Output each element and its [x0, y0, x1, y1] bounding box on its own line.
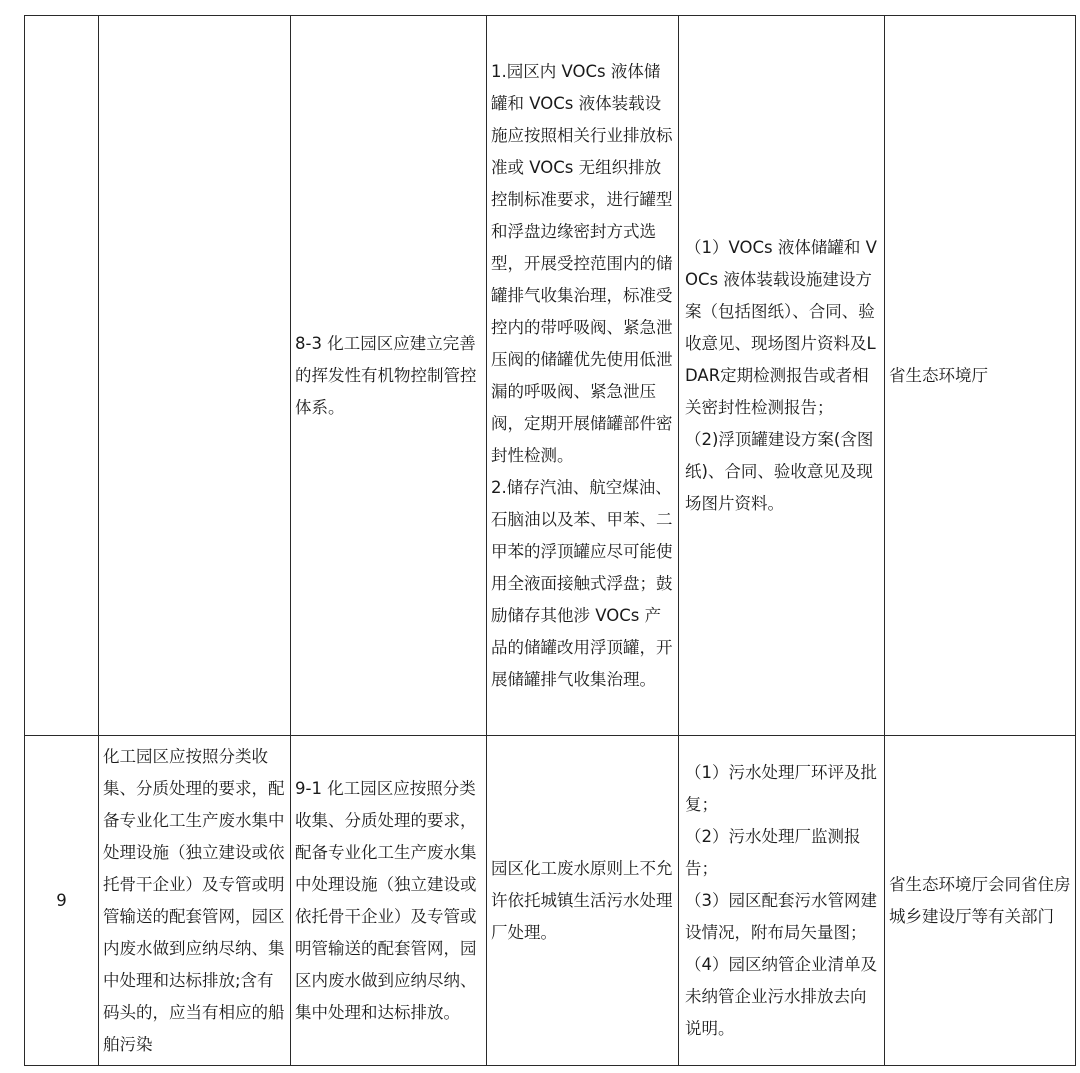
row-number-cell: 9: [25, 736, 99, 1066]
requirement-cell: 化工园区应按照分类收集、分质处理的要求，配备专业化工生产废水集中处理设施（独立建设或依托骨干企业）及专管或明管输送的配套管网，园区内废水做到应纳尽纳、集中处理和达标排放;含有码头的，应当有相应的船舶污染: [99, 736, 291, 1066]
table-row: [25, 736, 1076, 1066]
material-item: （2)浮顶罐建设方案(含图纸)、合同、验收意见及现场图片资料。: [685, 429, 874, 513]
criteria-paragraph: 1.园区内 VOCs 液体储罐和 VOCs 液体装载设施应按照相关行业排放标准或 VOCs 无组织排放控制标准要求，进行罐型和浮盘边缘密封方式选型，开展受控范围内的储罐排气收集治理，标准受控内的带呼吸阀、紧急泄压阀的储罐优先使用低泄漏的呼吸阀、紧急泄压阀，定期开展储罐部件密封性检测。: [491, 61, 673, 465]
standards-table: [24, 15, 1076, 1066]
criteria-cell: [487, 736, 679, 1066]
material-item: （1）污水处理厂环评及批复；: [685, 762, 877, 814]
material-item: （4）园区纳管企业清单及未纳管企业污水排放去向说明。: [685, 954, 877, 1038]
material-item: （3）园区配套污水管网建设情况，附布局矢量图；: [685, 890, 877, 942]
department-cell: 省生态环境厅: [885, 16, 1076, 736]
table-row: [25, 16, 1076, 736]
materials-cell: [679, 16, 885, 736]
sub-requirement-cell: 8-3 化工园区应建立完善的挥发性有机物控制管控体系。: [291, 16, 487, 736]
sub-requirement-cell: 9-1 化工园区应按照分类收集、分质处理的要求，配备专业化工生产废水集中处理设施（独立建设或依托骨干企业）及专管或明管输送的配套管网，园区内废水做到应纳尽纳、集中处理和达标排放。: [291, 736, 487, 1066]
row-number-cell: [25, 16, 99, 736]
criteria-cell: [487, 16, 679, 736]
material-item: （2）污水处理厂监测报告；: [685, 826, 861, 878]
material-item: （1）VOCs 液体储罐和 VOCs 液体装载设施建设方案（包括图纸）、合同、验收意见、现场图片资料及LDAR定期检测报告或者相关密封性检测报告；: [685, 237, 877, 417]
materials-cell: [679, 736, 885, 1066]
criteria-paragraph: 2.储存汽油、航空煤油、石脑油以及苯、甲苯、二甲苯的浮顶罐应尽可能使用全液面接触式浮盘；鼓励储存其他涉 VOCs 产品的储罐改用浮顶罐，开展储罐排气收集治理。: [491, 477, 673, 689]
department-cell: 省生态环境厅会同省住房城乡建设厅等有关部门: [885, 736, 1076, 1066]
requirement-cell: [99, 16, 291, 736]
criteria-paragraph: 园区化工废水原则上不允许依托城镇生活污水处理厂处理。: [491, 858, 673, 942]
